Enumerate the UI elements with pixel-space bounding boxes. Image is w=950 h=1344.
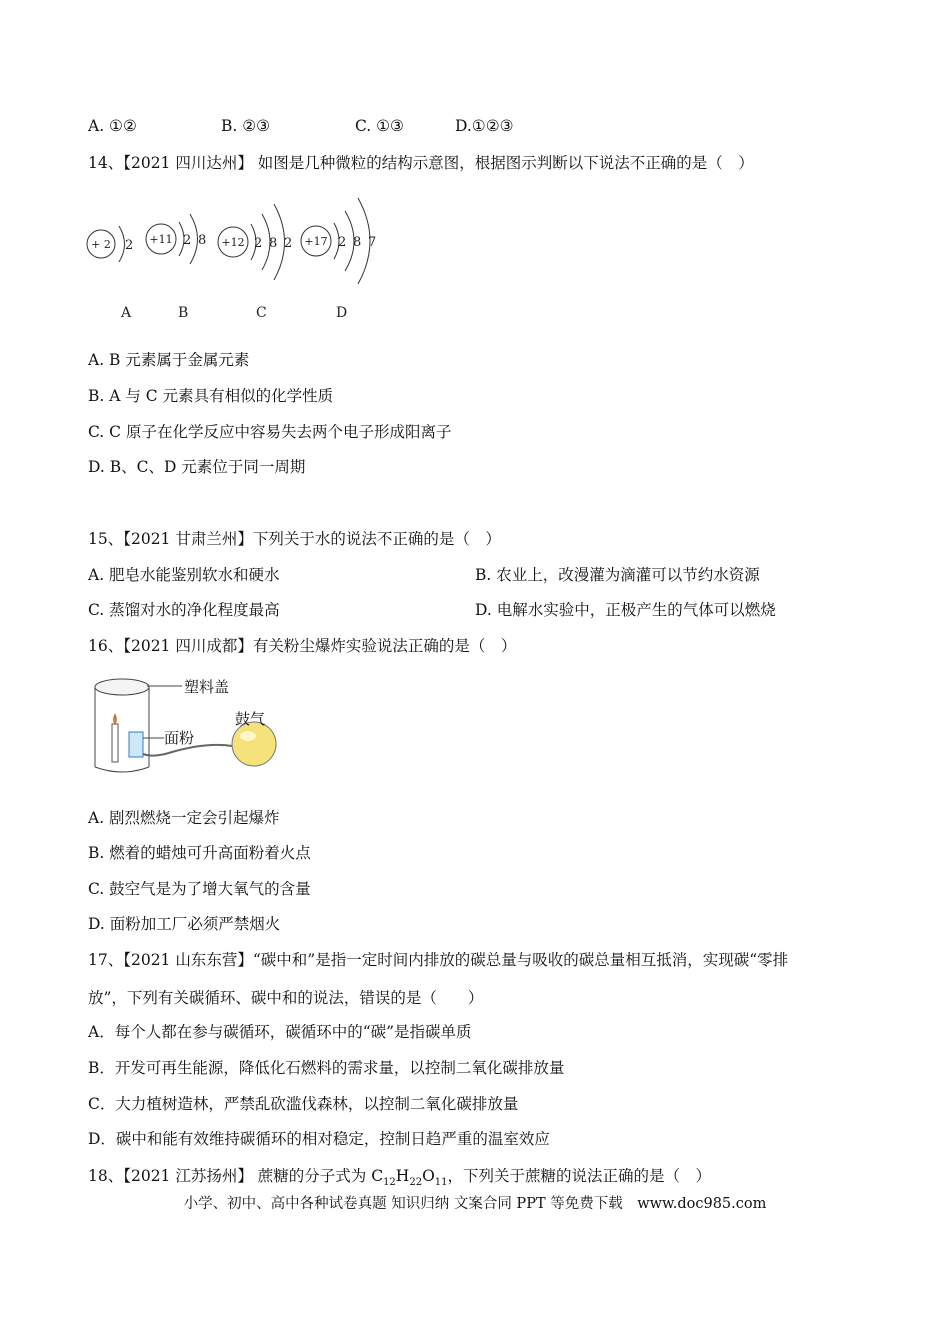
q16-option-b: B. 燃着的蜡烛可升高面粉着火点 [88, 844, 311, 862]
q17-stem-line2: 放”，下列有关碳循环、碳中和的说法，错误的是（ ） [88, 989, 484, 1007]
q13-option-b: B. ②③ [221, 117, 271, 135]
label-a: A [121, 305, 132, 321]
label-d: D [336, 305, 348, 321]
q15-option-a: A. 肥皂水能鉴别软水和硬水 [88, 566, 280, 584]
q18-o: O [422, 1167, 435, 1185]
dust-explosion-apparatus [92, 672, 292, 782]
q18-sub-c: 12 [383, 1177, 396, 1189]
nucleus-b: +11 [149, 233, 173, 246]
q18-sub-o: 11 [434, 1177, 448, 1189]
q15-option-c: C. 蒸馏对水的净化程度最高 [88, 601, 280, 619]
candle [112, 724, 118, 762]
q18-stem-suffix: ，下列关于蔗糖的说法正确的是（ ） [447, 1167, 712, 1185]
shell-c-1: 2 [254, 236, 263, 251]
q15-option-d: D. 电解水实验中，正极产生的气体可以燃烧 [475, 601, 776, 619]
q16-option-c: C. 鼓空气是为了增大氧气的含量 [88, 880, 311, 898]
q13-option-d: D.①②③ [455, 117, 514, 135]
shell-arc [119, 226, 125, 262]
q17-option-b: B．开发可再生能源，降低化石燃料的需求量，以控制二氧化碳排放量 [88, 1059, 565, 1077]
shell-d-1: 2 [338, 235, 347, 250]
q17-option-d: D．碳中和能有效维持碳循环的相对稳定，控制日趋严重的温室效应 [88, 1130, 550, 1148]
air-bulb [232, 722, 276, 766]
nucleus-a: + 2 [91, 238, 111, 251]
q16-stem: 16、【2021 四川成都】有关粉尘爆炸实验说法正确的是（ ） [88, 637, 517, 655]
label-flour: 面粉 [164, 729, 195, 747]
nucleus-c: +12 [221, 236, 245, 249]
label-lid: 塑料盖 [184, 678, 230, 696]
atomic-structure-diagram [82, 186, 402, 326]
page-footer: 小学、初中、高中各种试卷真题 知识归纳 文案合同 PPT 等免费下载 www.doc985.com [183, 1196, 767, 1212]
q17-stem-line1: 17、【2021 山东东营】“碳中和”是指一定时间内排放的碳总量与吸收的碳总量相互抵消，实现碳“零排 [88, 951, 789, 969]
flour-cup [129, 732, 143, 757]
q14-option-a: A. B 元素属于金属元素 [88, 351, 250, 369]
q18-sub-h: 22 [409, 1177, 423, 1189]
q14-option-d: D. B、C、D 元素位于同一周期 [88, 458, 306, 476]
q16-option-a: A. 剧烈燃烧一定会引起爆炸 [88, 809, 280, 827]
label-blow: 鼓气 [235, 710, 266, 728]
q18-stem [88, 1166, 711, 1193]
nucleus-d: +17 [304, 235, 328, 248]
container-bottom [95, 767, 149, 772]
container-top [95, 679, 149, 695]
q18-stem-prefix: 18、【2021 江苏扬州】 蔗糖的分子式为 C [88, 1167, 384, 1185]
candle-flame [114, 714, 117, 724]
q17-option-c: C．大力植树造林，严禁乱砍滥伐森林，以控制二氧化碳排放量 [88, 1095, 519, 1113]
q14-option-c: C. C 原子在化学反应中容易失去两个电子形成阳离子 [88, 423, 452, 441]
q15-option-b: B. 农业上，改漫灌为滴灌可以节约水资源 [475, 566, 760, 584]
shell-b-1: 2 [183, 233, 192, 248]
shell-c-2: 8 [269, 236, 278, 251]
q17-option-a: A．每个人都在参与碳循环，碳循环中的“碳”是指碳单质 [88, 1023, 472, 1041]
shell-c-3: 2 [284, 236, 293, 251]
q14-stem: 14、【2021 四川达州】 如图是几种微粒的结构示意图，根据图示判断以下说法不正确的是（ ） [88, 154, 754, 172]
shell-d-2: 8 [353, 235, 362, 250]
q16-option-d: D. 面粉加工厂必须严禁烟火 [88, 915, 281, 933]
shell-a-1: 2 [125, 238, 134, 253]
shell-d-3: 7 [368, 235, 377, 250]
label-c: C [256, 305, 267, 321]
q13-option-c: C. ①③ [355, 117, 404, 135]
shell-b-2: 8 [198, 233, 207, 248]
q13-option-a: A. ①② [88, 117, 137, 135]
q14-option-b: B. A 与 C 元素具有相似的化学性质 [88, 387, 334, 405]
q13-options [0, 116, 950, 138]
q18-h: H [395, 1167, 410, 1185]
label-b: B [178, 305, 189, 321]
q15-stem: 15、【2021 甘肃兰州】下列关于水的说法不正确的是（ ） [88, 530, 501, 548]
bulb-highlight [240, 731, 256, 741]
